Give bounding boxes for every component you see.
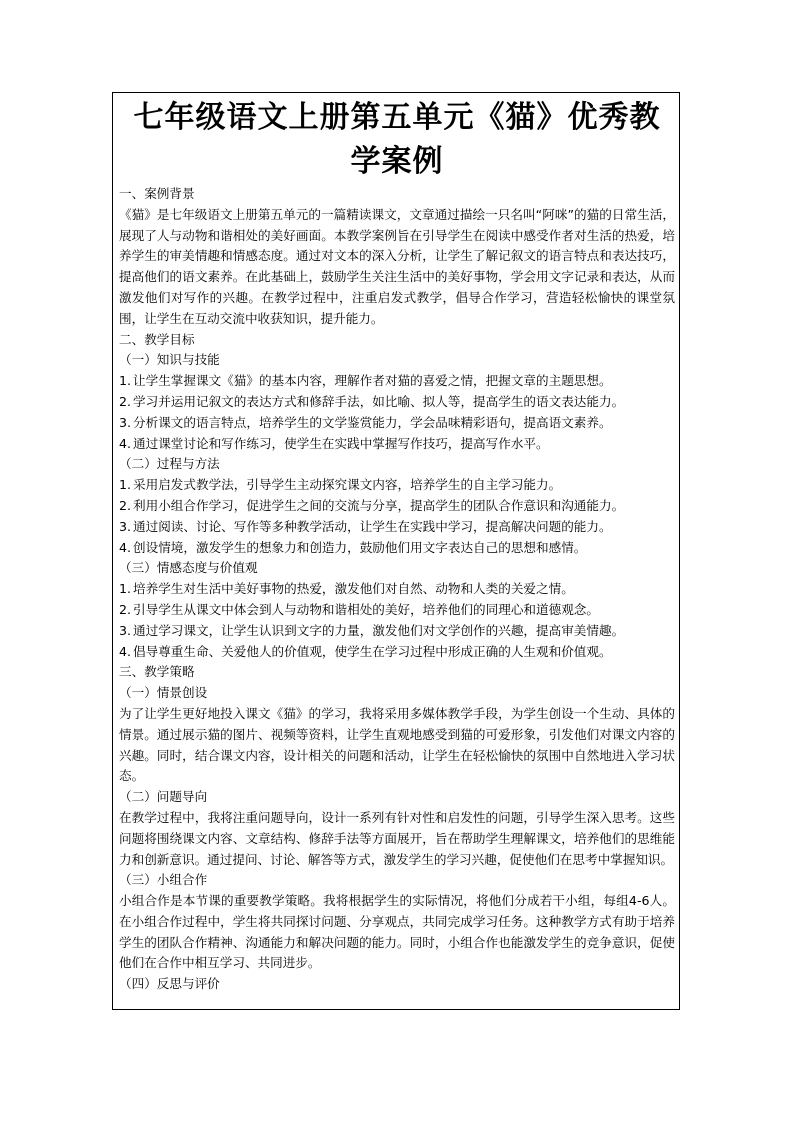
list-item: 2. 学习并运用记叙文的表达方式和修辞手法，如比喻、拟人等，提高学生的语文表达能力。 <box>119 393 625 409</box>
list-item: 3. 分析课文的语言特点，培养学生的文学鉴赏能力，学会品味精彩语句，提高语文素养。 <box>119 414 612 430</box>
list-item: 1. 采用启发式教学法，引导学生主动探究课文内容，培养学生的自主学习能力。 <box>119 477 562 493</box>
question-paragraph: 在教学过程中，我将注重问题导向，设计一系列有针对性和启发性的问题，引导学生深入思考。这些问题将围绕课文内容、文章结构、修辞手法等方面展开，旨在帮助学生理解课文，培养他们的思维能力和创新意识。通过提问、讨论、解答等方式，激发学生的学习兴趣，促使他们在思考中掌握知识。 <box>119 809 675 867</box>
document-body <box>119 96 675 995</box>
scene-paragraph: 为了让学生更好地投入课文《猫》的学习，我将采用多媒体教学手段，为学生创设一个生动、具体的情景。通过展示猫的图片、视频等资料，让学生直观地感受到猫的可爱形象，引发他们对课文内容的兴趣。同时，结合课文内容，设计相关的问题和活动，让学生在轻松愉快的氛围中自然地进入学习状态。 <box>119 705 675 784</box>
list-item: 2. 引导学生从课文中体会到人与动物和谐相处的美好，培养他们的同理心和道德观念。 <box>119 601 599 617</box>
group-paragraph: 小组合作是本节课的重要教学策略。我将根据学生的实际情况，将他们分成若干小组，每组4-6人。在小组合作过程中，学生将共同探讨问题、分享观点，共同完成学习任务。这种教学方式有助于培养学生的团队合作精神、沟通能力和解决问题的能力。同时，小组合作也能激发学生的竞争意识，促使他们在合作中相互学习、共同进步。 <box>119 893 675 971</box>
section-heading-goals: 二、教学目标 <box>119 331 195 347</box>
subheading-emotion: （三）情感态度与价值观 <box>119 560 258 576</box>
list-item: 2. 利用小组合作学习，促进学生之间的交流与分享，提高学生的团队合作意识和沟通能力。 <box>119 497 625 513</box>
section-heading-strategy: 三、教学策略 <box>119 664 195 680</box>
list-item: 4. 创设情境，激发学生的想象力和创造力，鼓励他们用文字表达自己的思想和感情。 <box>119 539 587 555</box>
list-item: 4. 倡导尊重生命、关爱他人的价值观，使学生在学习过程中形成正确的人生观和价值观。 <box>119 643 612 659</box>
subheading-process: （二）过程与方法 <box>119 456 220 472</box>
section-heading-background: 一、案例背景 <box>119 186 195 201</box>
list-item: 1. 培养学生对生活中美好事物的热爱，激发他们对自然、动物和人类的关爱之情。 <box>119 581 574 597</box>
page-title: 七年级语文上册第五单元《猫》优秀教学案例 <box>133 100 661 179</box>
subheading-group: （三）小组合作 <box>119 872 208 888</box>
subheading-scene: （一）情景创设 <box>119 685 208 701</box>
list-item: 1. 让学生掌握课文《猫》的基本内容，理解作者对猫的喜爱之情，把握文章的主题思想。 <box>119 373 612 389</box>
list-item: 4. 通过课堂讨论和写作练习，使学生在实践中掌握写作技巧，提高写作水平。 <box>119 435 549 451</box>
list-item: 3. 通过阅读、讨论、写作等多种教学活动，让学生在实践中学习，提高解决问题的能力。 <box>119 518 612 534</box>
background-paragraph: 《猫》是七年级语文上册第五单元的一篇精读课文，文章通过描绘一只名叫“阿咪”的猫的日常生活，展现了人与动物和谐相处的美好画面。本教学案例旨在引导学生在阅读中感受作者对生活的热爱，培养学生的审美情趣和情感态度。通过对文本的深入分析，让学生了解记叙文的语言特点和表达技巧，提高他们的语文素养。在此基础上，鼓励学生关注生活中的美好事物，学会用文字记录和表达，从而激发他们对写作的兴趣。在教学过程中，注重启发式教学，倡导合作学习，营造轻松愉快的课堂氛围，让学生在互动交流中收获知识，提升能力。 <box>119 206 675 326</box>
subheading-knowledge: （一）知识与技能 <box>119 352 220 368</box>
subheading-reflect: （四）反思与评价 <box>119 976 220 992</box>
list-item: 3. 通过学习课文，让学生认识到文字的力量，激发他们对文学创作的兴趣，提高审美情趣。 <box>119 622 625 638</box>
subheading-question: （二）问题导向 <box>119 789 208 805</box>
